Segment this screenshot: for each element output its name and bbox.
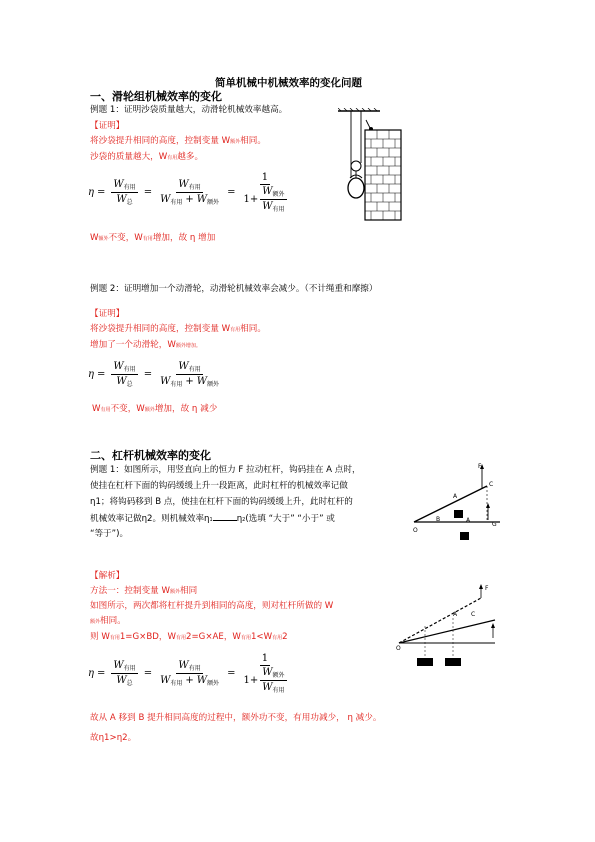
ex1-question: 例题 1：证明沙袋质量越大，动滑轮机械效率越高。 <box>90 105 288 115</box>
analysis-method1: 方法一：控制变量 W额外相同 <box>90 586 198 596</box>
ex2-proof-line1: 将沙袋提升相同的高度，控制变量 W有用相同。 <box>90 324 266 334</box>
analysis-conclusion: 故从 A 移到 B 提升相同高度的过程中，额外功不变，有用功减少， η 减少。 <box>90 713 382 723</box>
analysis-line3: 额外相同。 <box>90 616 126 626</box>
label-c: C <box>489 481 494 488</box>
ex3-line5: “等于”)。 <box>90 529 129 539</box>
ex3-line3: η1；将钩码移到 B 点，使挂在杠杆下面的钩码缓缓上升，此时杠杆的 <box>90 497 353 507</box>
analysis-line4: 则 W有用1=G×BD，W有用2=G×AE，W有用1<W有用2 <box>90 632 288 642</box>
analysis-final: 故η1>η2。 <box>90 733 137 743</box>
label-b: B <box>436 516 441 523</box>
label-c2: C <box>471 611 476 618</box>
analysis-label: 【解析】 <box>90 571 125 581</box>
ex1-proof-line1: 将沙袋提升相同的高度，控制变量 W额外相同。 <box>90 136 266 146</box>
analysis-line2: 如图所示，两次都将杠杆提升到相同的高度，则对杠杆所做的 W <box>90 601 334 611</box>
ex1-proof-label: 【证明】 <box>90 121 125 131</box>
label-o2: O <box>396 645 401 652</box>
ex1-conclusion: W额外不变，W有用增加，故 η 增加 <box>90 233 216 243</box>
ex3-line1: 例题 1：如图所示，用竖直向上的恒力 F 拉动杠杆，钩码挂在 A 点时， <box>90 465 361 475</box>
lever-figure-1 <box>412 460 507 545</box>
answer-blank[interactable] <box>213 511 237 521</box>
page-title: 简单机械中机械效率的变化问题 <box>215 77 362 89</box>
pulley-figure <box>338 108 408 223</box>
label-a: A <box>453 493 458 500</box>
label-f: F <box>478 463 482 470</box>
ex3-line4: 机械效率记做η2。则机械效率η1 η2(选填 “大于” “小于” 或 <box>90 511 335 528</box>
label-g: G <box>492 521 497 528</box>
brick-wall <box>365 130 401 220</box>
ex2-proof-line2: 增加了一个动滑轮，W额外增加。 <box>90 340 201 350</box>
ex1-proof-line2: 沙袋的质量越大，W有用越多。 <box>90 152 204 162</box>
label-f2: F <box>485 585 489 592</box>
efficiency-formula-1: η = $\frac{W_{有用}}{W_总}$ = $\frac{W_{有用}}{W_{有用} + W_{额外}}$ = 1 1+ $\frac{W_{额外}}{W_{有用}}$ <box>88 172 285 213</box>
label-a2: A <box>466 517 471 524</box>
lever-figure-2 <box>395 580 505 675</box>
ex3-line2: 使挂在杠杆下面的钩码缓缓上升一段距离，此时杠杆的机械效率记做 <box>90 481 348 491</box>
ex2-proof-label: 【证明】 <box>90 309 125 319</box>
section1-heading: 一、滑轮组机械效率的变化 <box>90 90 222 103</box>
ex2-question: 例题 2：证明增加一个动滑轮，动滑轮机械效率会减少。（不计绳重和摩擦） <box>90 284 378 294</box>
efficiency-formula-3: η = $\frac{W_{有用}}{W_总}$ = $\frac{W_{有用}}{W_{有用} + W_{额外}}$ = 1 1+ $\frac{W_{额外}}{W_{有用}}$ <box>88 653 285 694</box>
label-a3: A <box>453 611 458 618</box>
label-o: O <box>413 527 418 534</box>
section2-heading: 二、杠杆机械效率的变化 <box>90 449 211 462</box>
ex2-conclusion: W有用不变，W额外增加，故 η 减少 <box>92 404 218 414</box>
efficiency-formula-2: η = $\frac{W_{有用}}{W_总}$ = $\frac{W_{有用}}{W_{有用} + W_{额外}}$ <box>88 361 220 388</box>
